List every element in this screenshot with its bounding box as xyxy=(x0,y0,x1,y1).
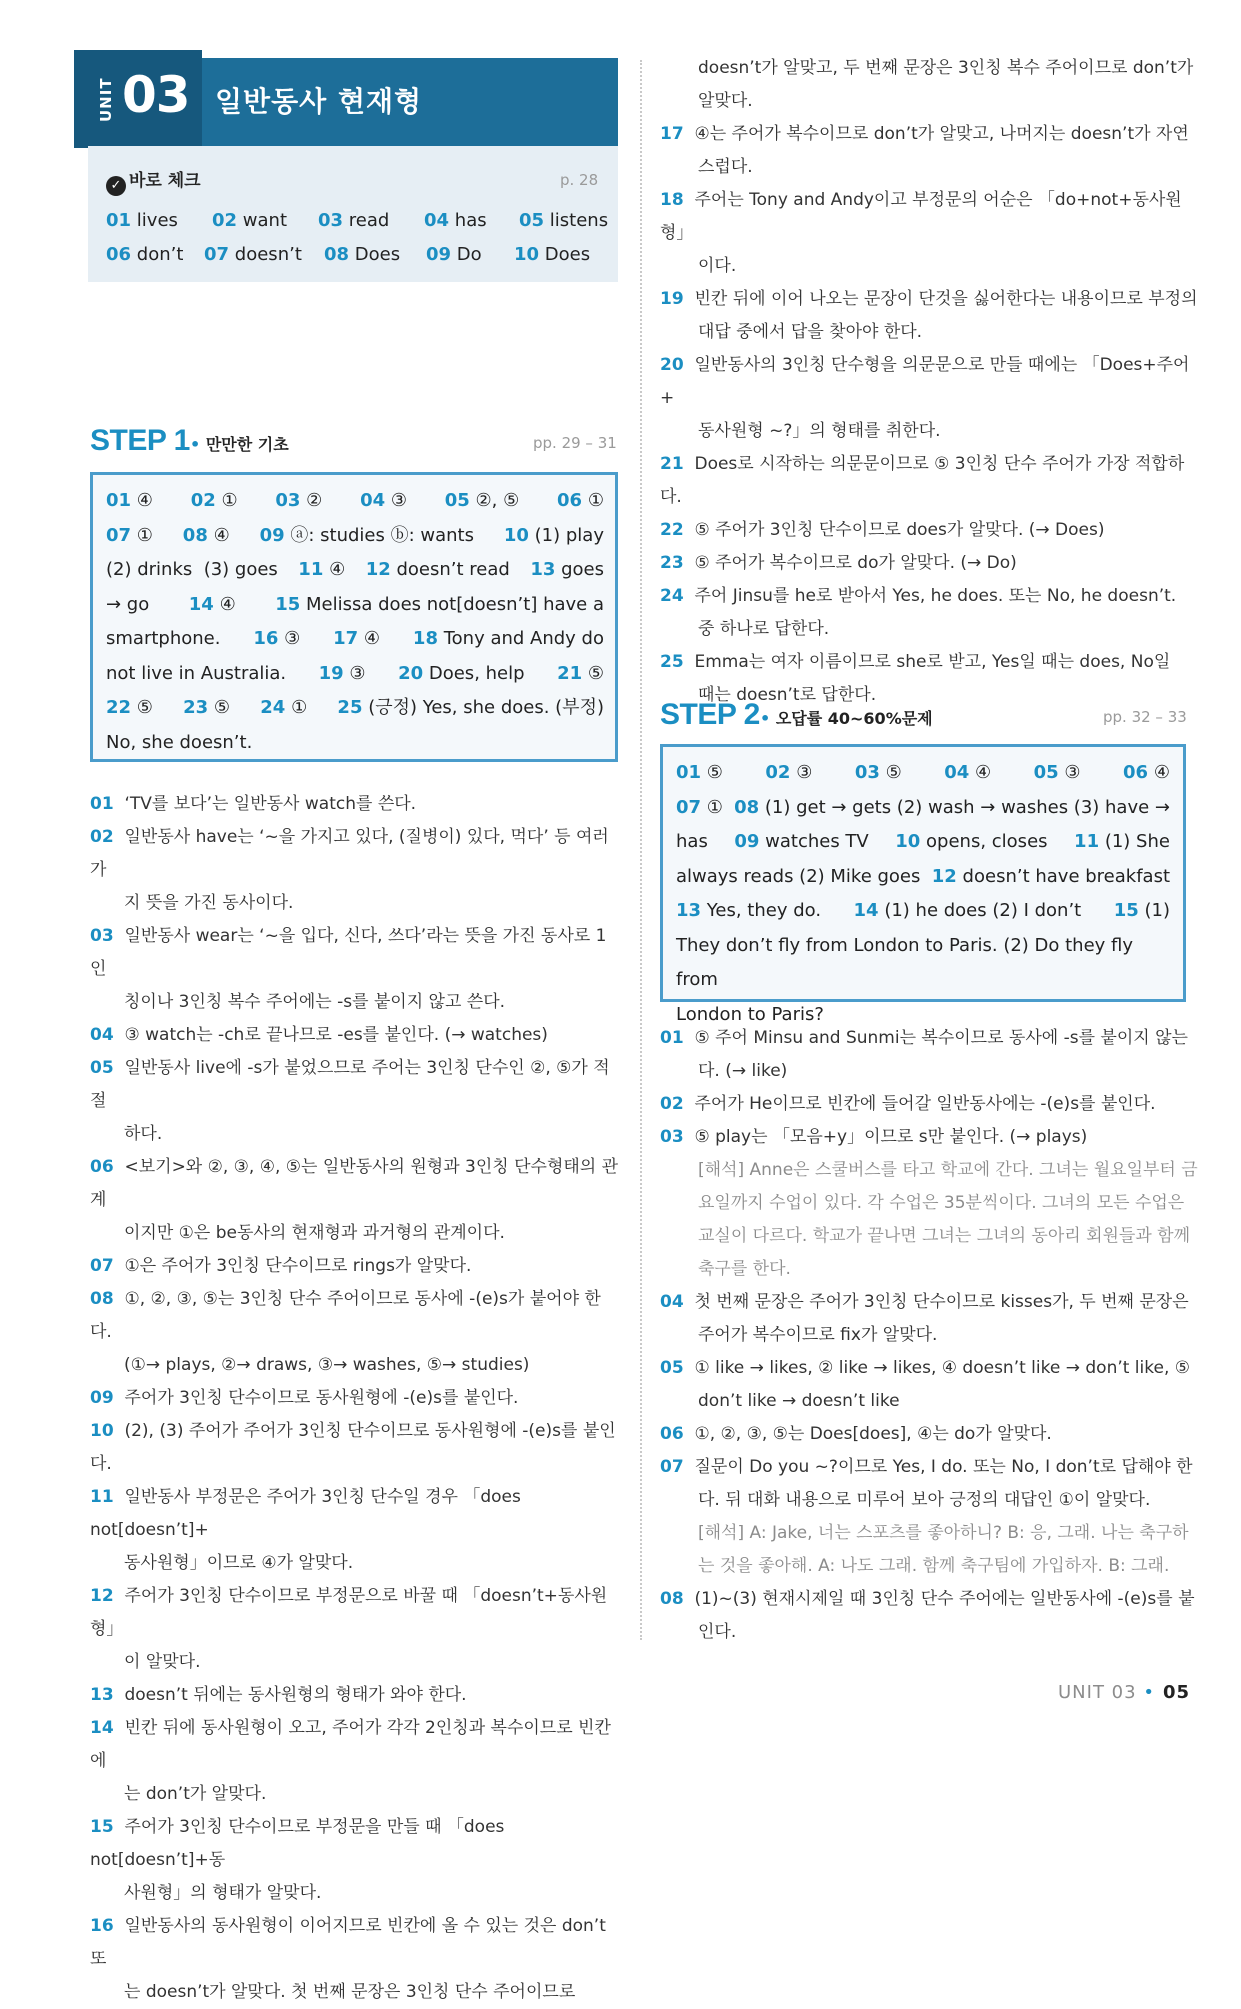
unit-word: UNIT xyxy=(97,77,115,123)
check-answer: 08 Does xyxy=(324,244,401,265)
step1-title: STEP 1 xyxy=(90,424,190,457)
unit-number: 03 xyxy=(122,66,190,124)
step1-answers: 01 ④ 02 ① 03 ② 04 ③ 05 ②, ⑤ 06 ① 07 ① 08 ④ 09 ⓐ: studies ⓑ: wants 10 (1) play (2) drinks (3) goes 11 ④ 12 doesn’t read 13 goes → go 14 ④ 15 Melissa does not[doesn’t] have a smartphone. 16 ③ 17 ④ 18 Tony and Andy do not live in Australia. 19 ③ 20 Does, help 21 ⑤ 22 ⑤ 23 ⑤ 24 ① 25 (긍정) Yes, she does. (부정) No, she doesn’t. xyxy=(106,490,604,753)
step1-box-top xyxy=(90,472,618,475)
check-answer: 10 Does xyxy=(514,244,591,265)
quick-check-label: 바로 체크 xyxy=(129,171,201,191)
unit-title: 일반동사 현재형 xyxy=(215,85,423,118)
check-icon: ✓ xyxy=(106,176,126,196)
step1-pages: pp. 29 – 31 xyxy=(533,434,617,452)
quick-check-heading xyxy=(106,166,201,196)
step2-box-top xyxy=(660,744,1186,747)
step1-subtitle: • 만만한 기초 xyxy=(190,435,289,454)
step1-explanations-continued: doesn’t가 알맞고, 두 번째 문장은 3인칭 복수 주어이므로 don’t가 알맞다. 17 ④는 주어가 복수이므로 don’t가 알맞고, 나머지는 doesn’t가 자연 스럽다. 18 주어는 Tony and Andy이고 부정문의 어순은 「do+not+동사원형」 이다. 19 빈칸 뒤에 이어 나오는 문장이 단것을 싫어한다는 내용이므로 부정의 대답 중에서 답을 찾아야 한다. 20 일반동사의 3인칭 단수형을 의문문으로 만들 때에는 「Does+주어+ 동사원형 ~?」의 형태를 취한다. 21 Does로 시작하는 의문문이므로 ⑤ 3인칭 단수 주어가 가장 적합하다. 22 ⑤ 주어가 3인칭 단수이므로 does가 알맞다. (→ Does) 23 ⑤ 주어가 복수이므로 do가 알맞다. (→ Do) 24 주어 Jinsu를 he로 받아서 Yes, he does. 또는 No, he doesn’t. 중 하나로 답한다. 25 Emma는 여자 이름이므로 she로 받고, Yes일 때는 does, No일 때는 doesn’t로 답한다. xyxy=(660,58,1198,705)
check-answer: 05 listens xyxy=(519,210,609,231)
check-answer: 03 read xyxy=(318,210,390,231)
quick-check-page: p. 28 xyxy=(560,171,599,189)
step1-explanations: 01 ‘TV를 보다’는 일반동사 watch를 쓴다. 02 일반동사 have는 ‘~을 가지고 있다, (질병이) 있다, 먹다’ 등 여러 가 지 뜻을 가진 동사이다. 03 일반동사 wear는 ‘~을 입다, 신다, 쓰다’라는 뜻을 가진 동사로 1인 칭이나 3인칭 복수 주어에는 -s를 붙이지 않고 쓴다. 04 ③ watch는 -ch로 끝나므로 -es를 붙인다. (→ watches) 05 일반동사 live에 -s가 붙었으므로 주어는 3인칭 단수인 ②, ⑤가 적절 하다. 06 <보기>와 ②, ③, ④, ⑤는 일반동사의 원형과 3인칭 단수형태의 관계 이지만 ①은 be동사의 현재형과 과거형의 관계이다. 07 ①은 주어가 3인칭 단수이므로 rings가 알맞다. 08 ①, ②, ③, ⑤는 3인칭 단수 주어이므로 동사에 -(e)s가 붙어야 한다. (①→ plays, ②→ draws, ③→ washes, ⑤→ studies) 09 주어가 3인칭 단수이므로 동사원형에 -(e)s를 붙인다. 10 (2), (3) 주어가 주어가 3인칭 단수이므로 동사원형에 -(e)s를 붙인다. 11 일반동사 부정문은 주어가 3인칭 단수일 경우 「does not[doesn’t]+ 동사원형」이므로 ④가 알맞다. 12 주어가 3인칭 단수이므로 부정문으로 바꿀 때 「doesn’t+동사원형」 이 알맞다. 13 doesn’t 뒤에는 동사원형의 형태가 와야 한다. 14 빈칸 뒤에 동사원형이 오고, 주어가 각각 2인칭과 복수이므로 빈칸에 는 don’t가 알맞다. 15 주어가 3인칭 단수이므로 부정문을 만들 때 「does not[doesn’t]+동 사원형」의 형태가 알맞다. 16 일반동사의 동사원형이 이어지므로 빈칸에 올 수 있는 것은 don’t 또 는 doesn’t가 알맞다. 첫 번째 문장은 3인칭 단수 주어이므로 xyxy=(90,794,619,2002)
check-answer: 09 Do xyxy=(426,244,482,265)
footer-unit: UNIT 03 xyxy=(1058,1682,1137,1703)
check-answer: 02 want xyxy=(212,210,288,231)
check-answer: 01 lives xyxy=(106,210,178,231)
step2-title: STEP 2 xyxy=(660,698,760,731)
step2-subtitle: • 오답률 40~60%문제 xyxy=(760,709,933,728)
step2-answers: 01 ⑤ 02 ③ 03 ⑤ 04 ④ 05 ③ 06 ④ 07 ① 08 (1) get → gets (2) wash → washes (3) have → has 09 watches TV 10 opens, closes 11 (1) She always reads (2) Mike goes 12 doesn’t have breakfast 13 Yes, they do. 14 (1) he does (2) I don’t 15 (1) They don’t fly from London to Paris. (2) Do they fly from London to Paris? xyxy=(676,762,1170,1025)
step2-pages: pp. 32 – 33 xyxy=(1103,708,1187,726)
check-answer: 07 doesn’t xyxy=(204,244,302,265)
column-divider xyxy=(640,60,642,1640)
check-answer: 06 don’t xyxy=(106,244,184,265)
step2-explanations: 01 ⑤ 주어 Minsu and Sunmi는 복수이므로 동사에 -s를 붙이지 않는 다. (→ like) 02 주어가 He이므로 빈칸에 들어갈 일반동사에는 -(e)s를 붙인다. 03 ⑤ play는 「모음+y」이므로 s만 붙인다. (→ plays) [해석] Anne은 스쿨버스를 타고 학교에 간다. 그녀는 월요일부터 금 요일까지 수업이 있다. 각 수업은 35분씩이다. 그녀의 모든 수업은 교실이 다르다. 학교가 끝나면 그녀는 그녀의 동아리 회원들과 함께 축구를 한다. 04 첫 번째 문장은 주어가 3인칭 단수이므로 kisses가, 두 번째 문장은 주어가 복수이므로 fix가 알맞다. 05 ① like → likes, ② like → likes, ④ doesn’t like → don’t like, ⑤ don’t like → doesn’t like 06 ①, ②, ③, ⑤는 Does[does], ④는 do가 알맞다. 07 질문이 Do you ~?이므로 Yes, I do. 또는 No, I don’t로 답해야 한 다. 뒤 대화 내용으로 미루어 보아 긍정의 대답인 ①이 알맞다. [해석] A: Jake, 너는 스포츠를 좋아하니? B: 응, 그래. 나는 축구하 는 것을 좋아해. A: 나도 그래. 함께 축구팀에 가입하자. B: 그래. 08 (1)~(3) 현재시제일 때 3인칭 단수 주어에는 일반동사에 -(e)s를 붙 인다. xyxy=(660,1028,1198,1642)
page-number: 05 xyxy=(1162,1682,1190,1703)
check-answer: 04 has xyxy=(424,210,487,231)
page-footer: UNIT 03 • 05 xyxy=(1058,1682,1190,1703)
